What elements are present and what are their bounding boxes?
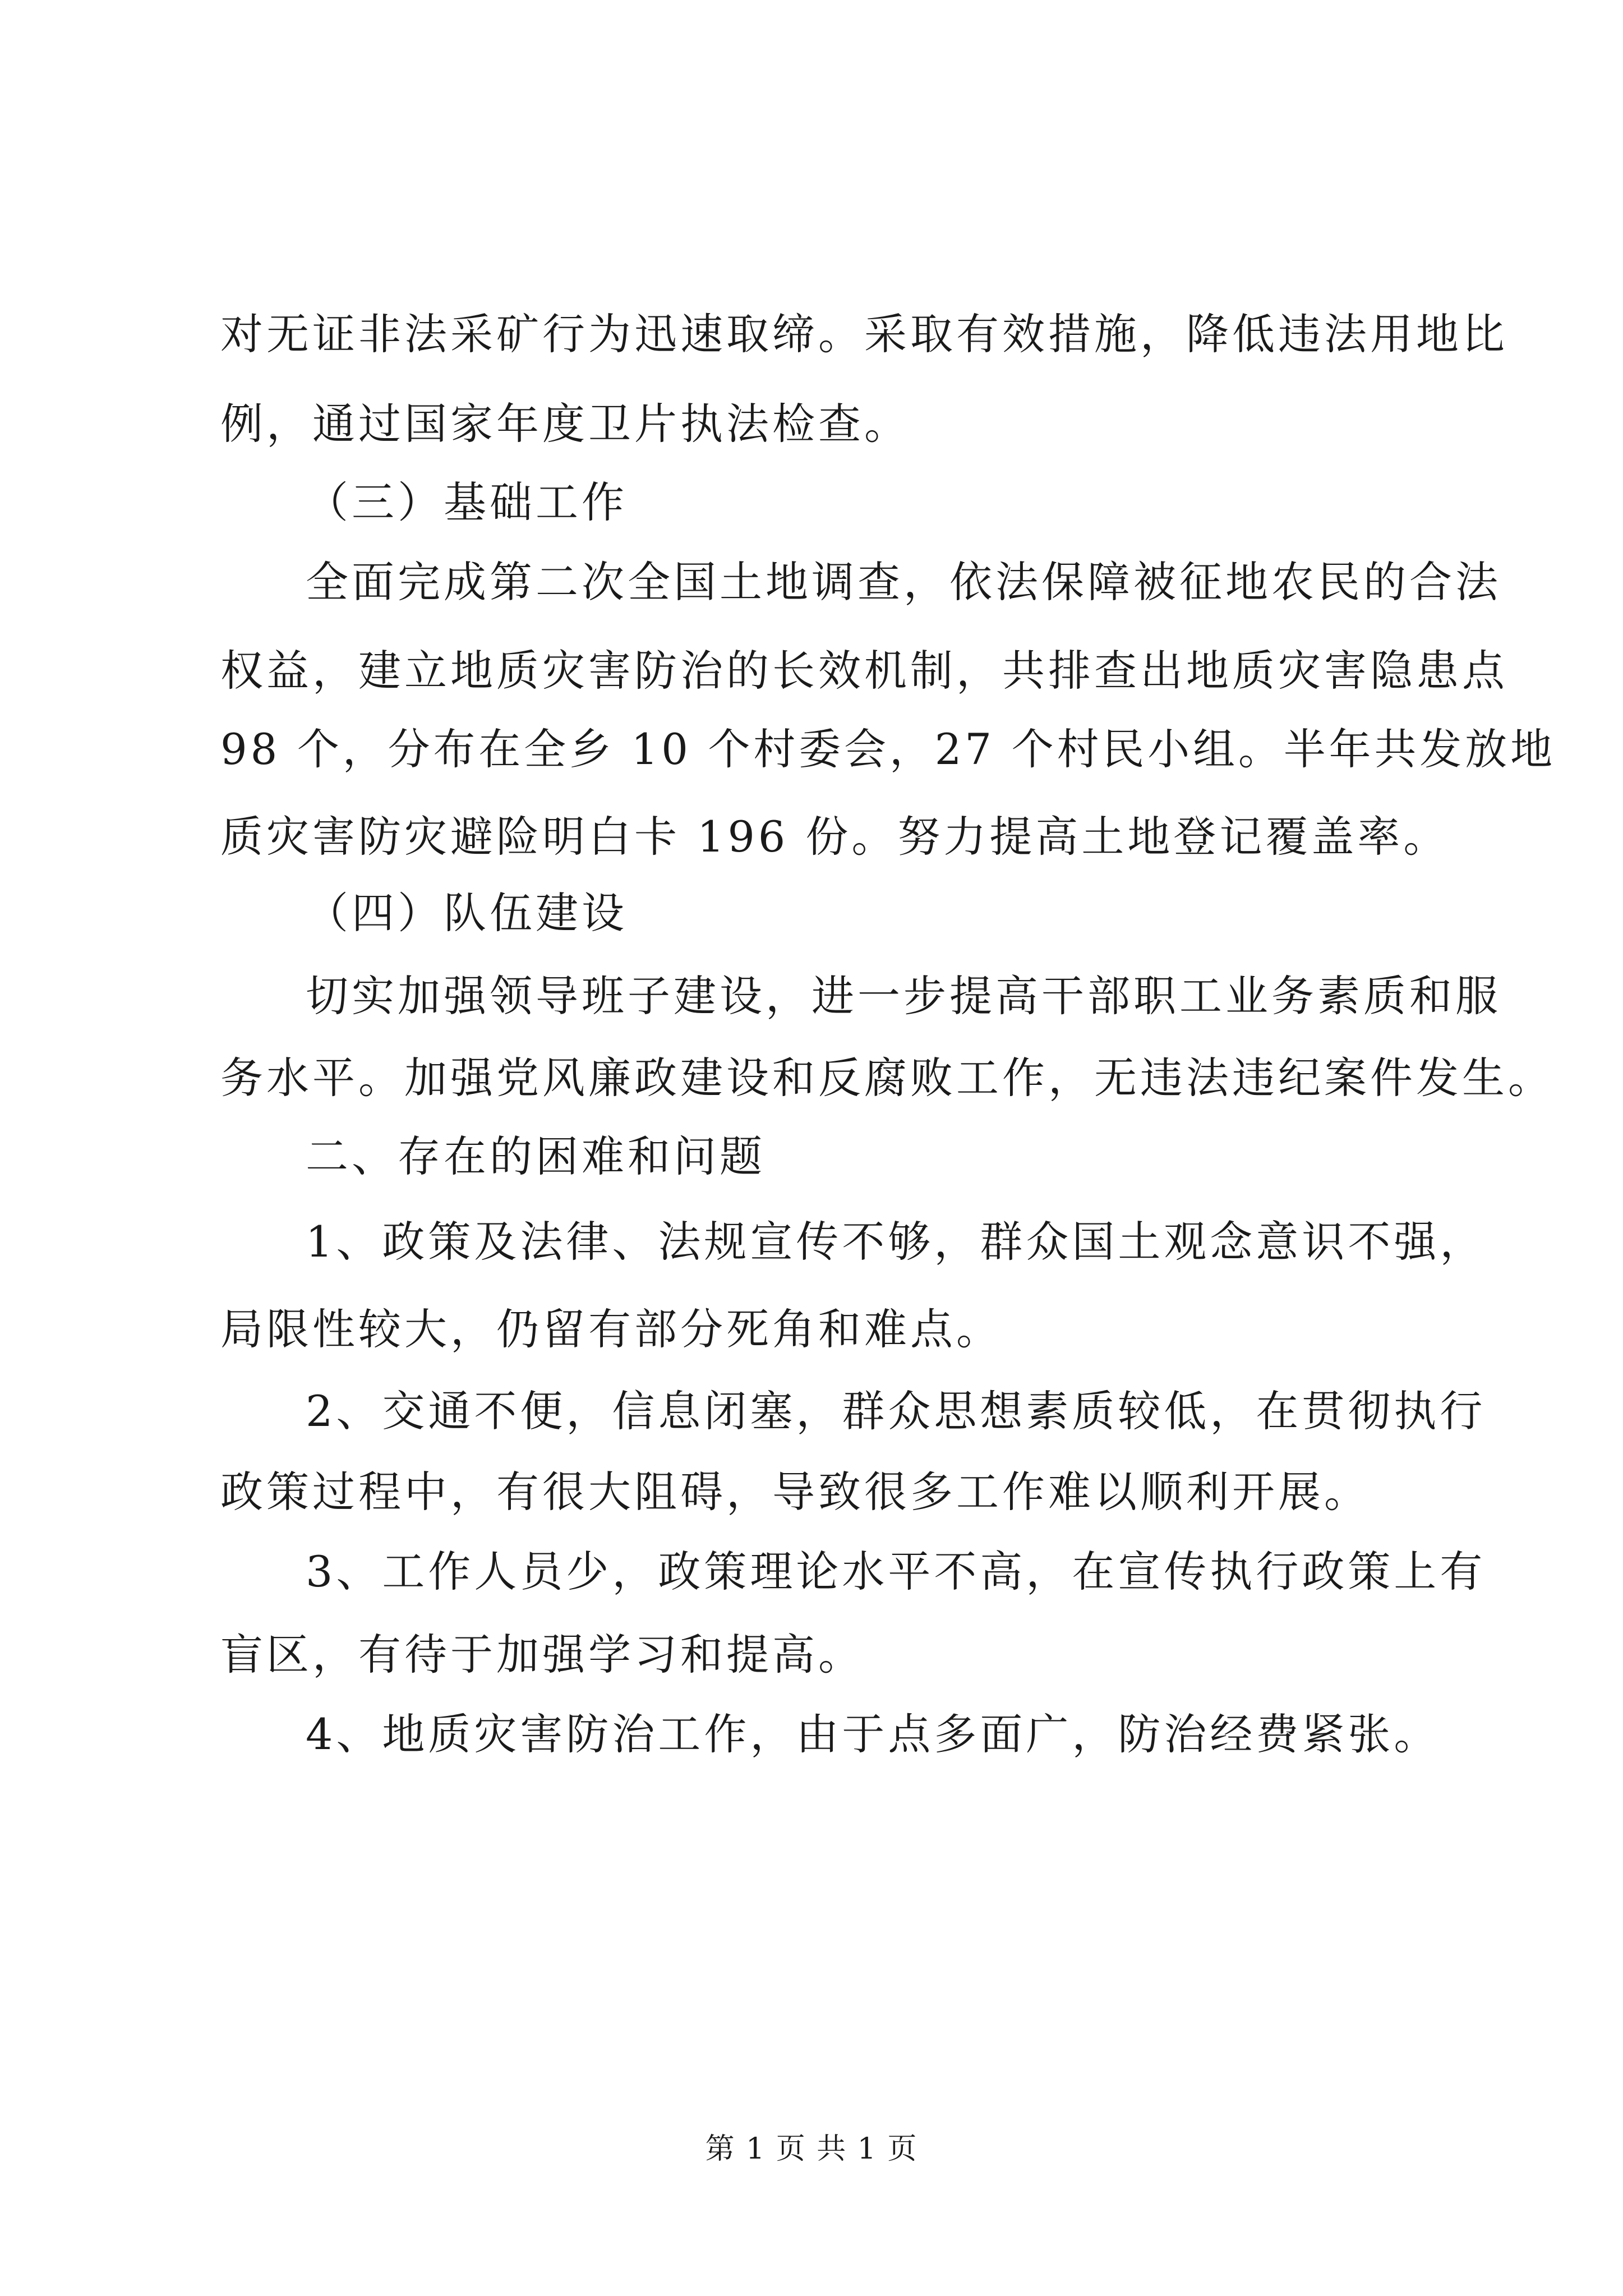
list-item-text: 盲区，有待于加强学习和提高。: [220, 1630, 864, 1680]
section-heading: （四）队伍建设: [306, 888, 628, 938]
section-heading: 二、存在的困难和问题: [306, 1131, 766, 1181]
body-text-line: 切实加强领导班子建设，进一步提高干部职工业务素质和服: [306, 971, 1501, 1021]
body-text-line: 务水平。加强党风廉政建设和反腐败工作，无违法违纪案件发生。: [220, 1053, 1554, 1103]
list-item-text: 1、政策及法律、法规宣传不够，群众国土观念意识不强，: [306, 1217, 1486, 1267]
body-text-line: 98 个，分布在全乡 10 个村委会，27 个村民小组。半年共发放地: [220, 724, 1556, 774]
list-item-text: 3、工作人员少，政策理论水平不高，在宣传执行政策上有: [306, 1547, 1486, 1596]
body-text-line: 质灾害防灾避险明白卡 196 份。努力提高土地登记覆盖率。: [220, 812, 1450, 862]
body-text-line: 对无证非法采矿行为迅速取缔。采取有效措施，降低违法用地比: [220, 309, 1508, 359]
body-text-line: 例，通过国家年度卫片执法检查。: [220, 399, 910, 449]
body-text-line: 全面完成第二次全国土地调查，依法保障被征地农民的合法: [306, 557, 1501, 607]
body-text-line: 权益，建立地质灾害防治的长效机制，共排查出地质灾害隐患点: [220, 646, 1508, 696]
page-number-footer: 第 1 页 共 1 页: [705, 2132, 918, 2166]
list-item-text: 局限性较大，仍留有部分死角和难点。: [220, 1304, 1002, 1354]
list-item-text: 政策过程中，有很大阻碍，导致很多工作难以顺利开展。: [220, 1467, 1370, 1517]
list-item-text: 4、地质灾害防治工作，由于点多面广，防治经费紧张。: [306, 1709, 1440, 1759]
section-heading: （三）基础工作: [306, 477, 628, 527]
list-item-text: 2、交通不便，信息闭塞，群众思想素质较低，在贯彻执行: [306, 1386, 1486, 1436]
